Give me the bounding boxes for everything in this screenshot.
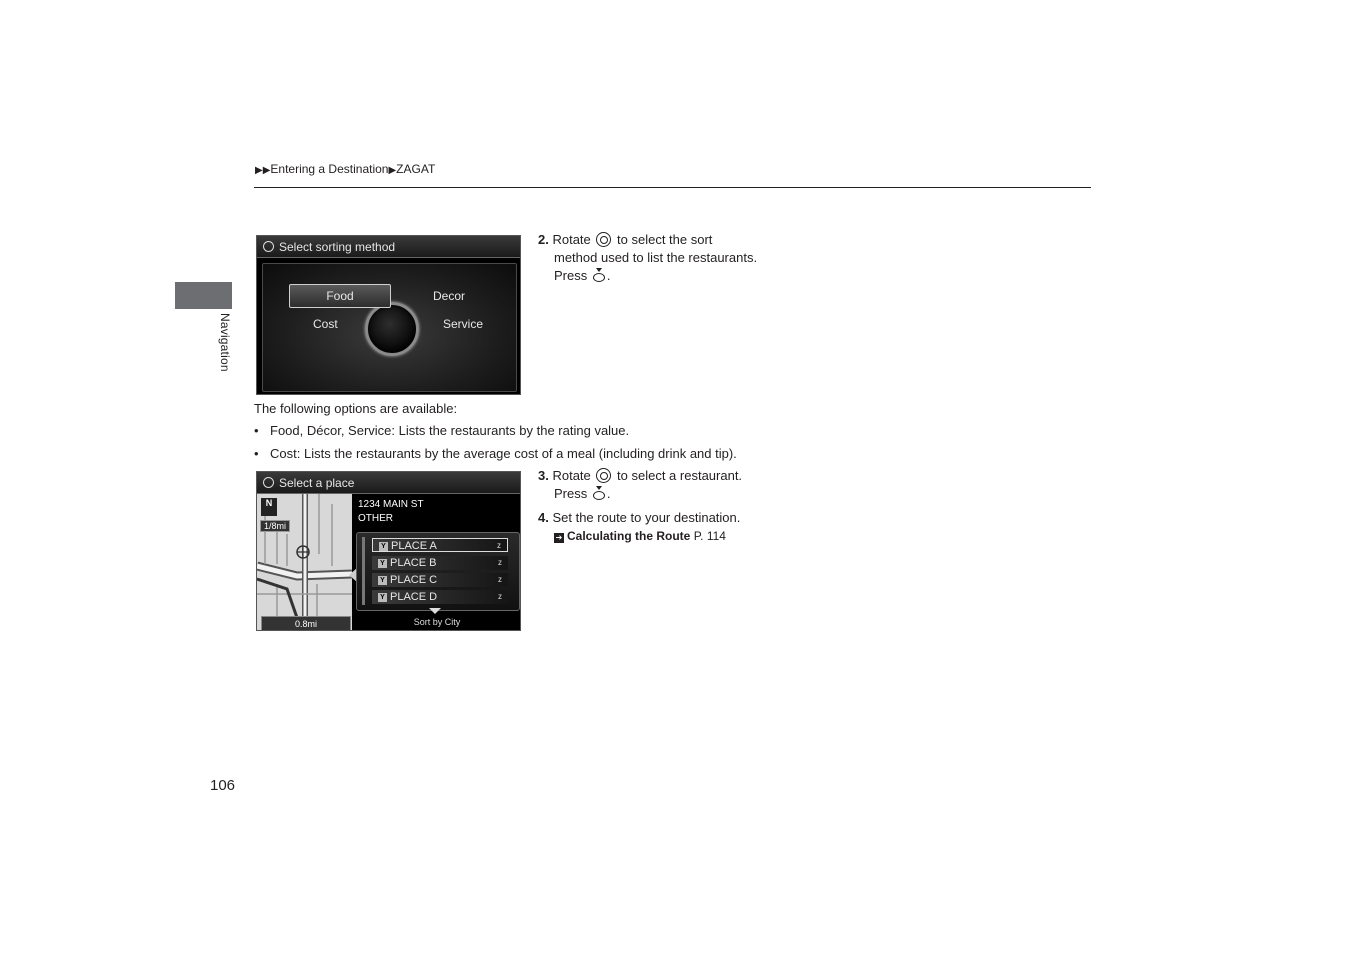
option-description: : Lists the restaurants by the rating value. — [391, 423, 630, 438]
north-up-icon[interactable]: N — [261, 498, 277, 516]
map-view[interactable] — [257, 494, 352, 631]
header-rule — [254, 187, 1091, 188]
place-name: PLACE B — [390, 557, 437, 569]
place-row[interactable] — [372, 538, 508, 552]
dial-rotate-icon — [596, 232, 611, 247]
select-place-screenshot — [256, 471, 521, 631]
restaurant-icon: Y — [379, 542, 388, 551]
reference-arrow-icon: ➔ — [555, 533, 563, 542]
restaurant-icon: Y — [378, 559, 387, 568]
screen-title: Select a place — [279, 476, 355, 490]
breadcrumb-section[interactable]: Entering a Destination — [270, 162, 389, 176]
place-row[interactable] — [372, 590, 508, 604]
place-name: PLACE C — [390, 574, 438, 586]
place-address: 1234 MAIN ST — [358, 499, 424, 510]
breadcrumb-separator-icon: ▶ — [388, 165, 397, 176]
step-text: Press — [554, 486, 588, 501]
place-row[interactable] — [372, 573, 508, 587]
chapter-tab — [175, 282, 232, 309]
screen-title: Select sorting method — [279, 240, 396, 254]
step-text: Press — [554, 268, 588, 283]
sort-by-city-label[interactable]: Sort by City — [413, 617, 461, 627]
voice-icon — [263, 477, 274, 488]
place-row[interactable] — [372, 556, 508, 570]
reference-page: P. 114 — [693, 529, 726, 543]
step-text: . — [606, 268, 611, 283]
reference-title[interactable]: Calculating the Route — [567, 529, 691, 543]
sorting-method-screenshot — [256, 235, 521, 395]
step-number: 2. — [538, 232, 549, 247]
sort-option-food[interactable]: Food — [289, 284, 391, 308]
option-bullet — [254, 422, 629, 440]
list-scrollbar[interactable] — [362, 537, 365, 605]
step-text: method used to list the restaurants. — [554, 250, 758, 265]
option-bullet — [254, 445, 737, 463]
place-name: PLACE A — [391, 540, 437, 552]
breadcrumb-page: ZAGAT — [396, 162, 436, 176]
page-number: 106 — [210, 777, 236, 794]
breadcrumb — [255, 161, 435, 179]
sort-option-cost[interactable]: Cost — [313, 317, 338, 331]
step-number: 4. — [538, 510, 549, 525]
zagat-icon: z — [498, 558, 502, 567]
place-category: OTHER — [358, 513, 393, 524]
sort-option-decor[interactable]: Decor — [433, 289, 466, 303]
restaurant-icon: Y — [378, 576, 387, 585]
place-list — [356, 532, 520, 611]
zagat-icon: z — [497, 541, 501, 550]
option-term: Cost — [270, 446, 297, 461]
sort-option-service[interactable]: Service — [443, 317, 484, 331]
step-text: Set the route to your destination. — [552, 510, 741, 525]
step-text: . — [606, 486, 611, 501]
step-text: Rotate — [552, 468, 591, 483]
map-scale-bar[interactable]: 0.8mi — [261, 616, 351, 631]
place-name: PLACE D — [390, 591, 438, 603]
zagat-icon: z — [498, 592, 502, 601]
dial-press-icon — [592, 486, 606, 501]
chapter-label: Navigation — [218, 313, 232, 372]
dial-press-icon — [592, 268, 606, 283]
voice-icon — [263, 241, 274, 252]
zagat-icon: z — [498, 575, 502, 584]
step-2 — [538, 231, 757, 285]
option-term: Food, Décor, Service — [270, 423, 392, 438]
screen-title-bar — [257, 472, 520, 494]
bullet-icon: • — [254, 423, 259, 438]
restaurant-icon: Y — [378, 593, 387, 602]
bullet-icon: • — [254, 446, 259, 461]
sort-options-panel — [262, 263, 517, 392]
step-4 — [538, 509, 740, 545]
dial-rotate-icon — [596, 468, 611, 483]
step-text: to select a restaurant. — [617, 468, 743, 483]
step-text: to select the sort — [617, 232, 713, 247]
options-intro: The following options are available: — [254, 401, 458, 416]
cross-reference-link[interactable] — [538, 527, 740, 545]
breadcrumb-arrows-icon: ▶▶ — [255, 165, 271, 176]
interface-dial-knob — [365, 302, 419, 356]
scroll-down-arrow-icon[interactable] — [429, 608, 441, 614]
screen-title-bar — [257, 236, 520, 258]
option-description: : Lists the restaurants by the average cost of a meal (including drink and tip). — [296, 446, 737, 461]
map-scale-label: 1/8mi — [260, 520, 290, 532]
step-3 — [538, 467, 742, 503]
step-number: 3. — [538, 468, 549, 483]
step-text: Rotate — [552, 232, 591, 247]
place-info — [352, 494, 521, 528]
